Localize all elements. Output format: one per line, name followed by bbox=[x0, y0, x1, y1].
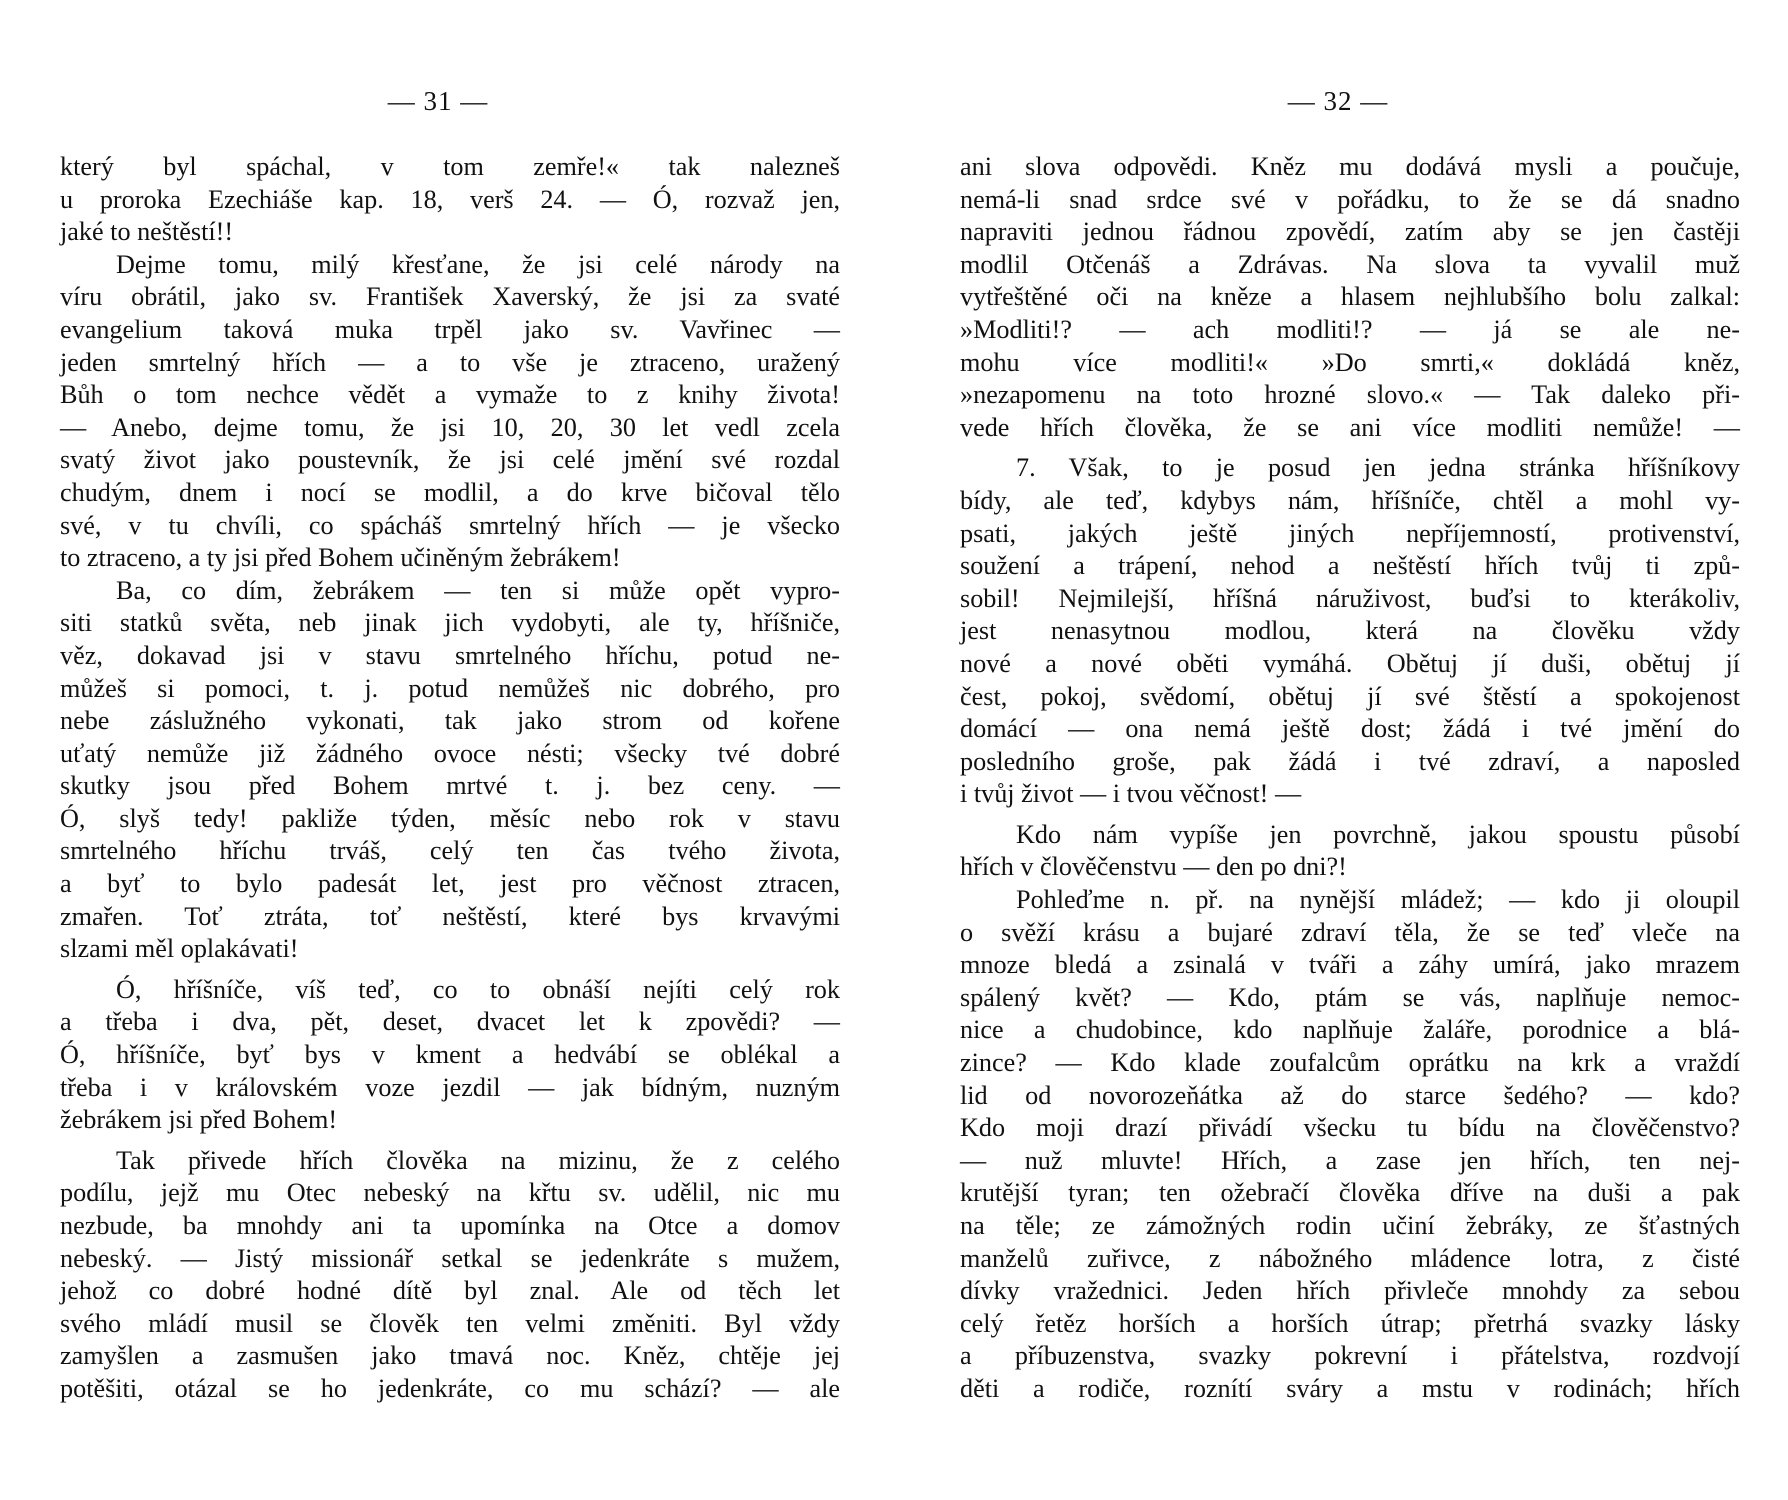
text-line: podílu, jejž mu Otec nebeský na křtu sv. udělil, nic mu bbox=[60, 1178, 840, 1208]
text-line: čest, pokoj, svědomí, obětuj jí své štěstí a spokojenost bbox=[960, 681, 1740, 711]
left-page-text bbox=[60, 151, 840, 1406]
text-line: nové a nové oběti vymáhá. Obětuj jí duši, obětuj jí bbox=[960, 648, 1740, 678]
text-line: to ztraceno, a ty jsi před Bohem učiněným žebrákem! bbox=[60, 543, 621, 573]
text-line: Tak přivede hřích člověka na mizinu, že z celého bbox=[116, 1145, 840, 1175]
text-line: dívky vražednici. Jeden hřích přivleče mnohdy za sebou bbox=[960, 1276, 1740, 1306]
text-line: vytřeštěné oči na kněze a hlasem nejhlubšího bolu zalkal: bbox=[960, 282, 1740, 312]
text-line: své, v tu chvíli, co spácháš smrtelný hřích — je všecko bbox=[60, 510, 840, 540]
text-line: Bůh o tom nechce vědět a vymaže to z knihy života! bbox=[60, 380, 840, 410]
text-line: — Anebo, dejme tomu, že jsi 10, 20, 30 let vedl zcela bbox=[60, 412, 840, 442]
text-line: uťatý nemůže již žádného ovoce nésti; všecky tvé dobré bbox=[60, 738, 840, 768]
text-line: lid od novorozeňátka až do starce šedého? — kdo? bbox=[960, 1080, 1740, 1110]
text-line: — nuž mluvte! Hřích, a zase jen hřích, ten nej- bbox=[960, 1145, 1740, 1175]
text-line: který byl spáchal, v tom zemře!« tak nalezneš bbox=[60, 152, 840, 181]
page-number-left: — 31 — bbox=[387, 86, 489, 116]
text-line: Ó, hříšníče, víš teď, co to obnáší nejíti celý rok bbox=[116, 974, 840, 1004]
text-line: Ó, hříšníče, byť bys v kment a hedvábí se oblékal a bbox=[60, 1040, 840, 1070]
text-line: mnoze bledá a zsinalá v tváři a záhy umírá, jako mrazem bbox=[960, 950, 1740, 980]
text-line: hřích v člověčenstvu — den po dni?! bbox=[960, 852, 1347, 882]
text-line: Ba, co dím, žebrákem — ten si může opět vypro- bbox=[116, 575, 840, 605]
text-line: chudým, dnem i nocí se modlil, a do krve bičoval tělo bbox=[60, 477, 840, 507]
text-line: posledního groše, pak žádá i tvé zdraví, a naposled bbox=[960, 746, 1740, 776]
text-line: krutější tyran; ten ožebračí člověka dříve na duši a pak bbox=[960, 1178, 1740, 1208]
text-line: i tvůj život — i tvou věčnost! — bbox=[960, 779, 1302, 809]
text-line: svatý život jako poustevník, že jsi celé jmění své rozdal bbox=[60, 445, 840, 475]
right-page bbox=[960, 0, 1740, 1500]
text-line: zmařen. Toť ztráta, toť neštěstí, které bys krvavými bbox=[60, 901, 840, 931]
text-line: svého mládí musil se člověk ten velmi změniti. Byl vždy bbox=[60, 1308, 840, 1338]
text-line: modlil Otčenáš a Zdrávas. Na slova ta vyvalil muž bbox=[960, 249, 1740, 279]
text-line: soužení a trápení, nehod a neštěstí hřích tvůj ti způ- bbox=[960, 551, 1740, 581]
text-line: smrtelného hříchu trváš, celý ten čas tvého života, bbox=[60, 836, 840, 866]
text-line: jehož co dobré hodné dítě byl znal. Ale od těch let bbox=[60, 1276, 840, 1306]
text-line: nebe záslužného vykonati, tak jako strom od kořene bbox=[60, 706, 840, 736]
text-line: třeba i v královském voze jezdil — jak bídným, nuzným bbox=[60, 1072, 840, 1102]
text-line: Pohleďme n. př. na nynější mládež; — kdo ji oloupil bbox=[1016, 885, 1740, 915]
text-line: na těle; ze zámožných rodin učiní žebráky, ze šťastných bbox=[960, 1211, 1740, 1240]
text-line: skutky jsou před Bohem mrtvé t. j. bez ceny. — bbox=[60, 771, 840, 801]
text-line: jaké to neštěstí!! bbox=[60, 217, 234, 247]
text-line: Kdo moji drazí přivádí všecku tu bídu na člověčenstvo? bbox=[960, 1113, 1740, 1143]
page-number-right: — 32 — bbox=[1287, 86, 1389, 116]
text-line: bídy, ale teď, kdybys nám, hříšníče, chtěl a mohl vy- bbox=[960, 485, 1740, 515]
left-page bbox=[60, 0, 840, 1500]
text-line: manželů zuřivce, z nábožného mládence lotra, z čisté bbox=[960, 1243, 1740, 1273]
text-line: a byť to bylo padesát let, jest pro věčnost ztracen, bbox=[60, 869, 840, 899]
text-line: nice a chudobince, kdo naplňuje žaláře, porodnice a blá- bbox=[960, 1015, 1740, 1045]
right-page-text bbox=[960, 151, 1740, 1406]
text-line: nebeský. — Jistý missionář setkal se jedenkráte s mužem, bbox=[60, 1243, 840, 1273]
text-line: u proroka Ezechiáše kap. 18, verš 24. — Ó, rozvaž jen, bbox=[60, 184, 840, 214]
text-line: zince? — Kdo klade zoufalcům oprátku na krk a vraždí bbox=[960, 1048, 1740, 1078]
text-line: nezbude, ba mnohdy ani ta upomínka na Otce a domov bbox=[60, 1211, 840, 1240]
text-line: mohu více modliti!« »Do smrti,« dokládá kněz, bbox=[960, 347, 1740, 377]
text-line: věz, dokavad jsi v stavu smrtelného hříchu, potud ne- bbox=[60, 640, 840, 670]
text-line: vede hřích člověka, že se ani více modliti nemůže! — bbox=[960, 412, 1740, 442]
text-line: o svěží krásu a bujaré zdraví těla, že se teď vleče na bbox=[960, 917, 1740, 947]
text-line: evangelium taková muka trpěl jako sv. Vavřinec — bbox=[60, 314, 840, 344]
text-line: 7. Však, to je posud jen jedna stránka hříšníkovy bbox=[1016, 453, 1740, 483]
text-line: »nezapomenu na toto hrozné slovo.« — Tak daleko při- bbox=[960, 380, 1740, 410]
text-line: žebrákem jsi před Bohem! bbox=[60, 1105, 338, 1135]
text-line: Dejme tomu, milý křesťane, že jsi celé národy na bbox=[116, 249, 840, 279]
text-line: děti a rodiče, roznítí sváry a mstu v rodinách; hřích bbox=[960, 1373, 1740, 1403]
text-line: a třeba i dva, pět, deset, dvacet let k zpovědi? — bbox=[60, 1007, 840, 1037]
text-line: můžeš si pomoci, t. j. potud nemůžeš nic dobrého, pro bbox=[60, 673, 840, 703]
text-line: jest nenasytnou modlou, která na člověku vždy bbox=[960, 616, 1740, 646]
text-line: napraviti jednou řádnou zpovědí, zatím aby se jen častěji bbox=[960, 217, 1740, 247]
text-line: víru obrátil, jako sv. František Xaverský, že jsi za svaté bbox=[60, 282, 840, 312]
text-line: celý řetěz horších a horších útrap; přetrhá svazky lásky bbox=[960, 1308, 1740, 1338]
text-line: jeden smrtelný hřích — a to vše je ztraceno, uražený bbox=[60, 347, 840, 377]
text-line: sobil! Nejmilejší, hříšná náruživost, buďsi to kterákoliv, bbox=[960, 583, 1740, 613]
text-line: Kdo nám vypíše jen povrchně, jakou spoustu působí bbox=[1016, 819, 1740, 849]
text-line: Ó, slyš tedy! pakliže týden, měsíc nebo rok v stavu bbox=[60, 803, 840, 833]
text-line: slzami měl oplakávati! bbox=[60, 934, 299, 964]
text-line: ani slova odpovědi. Kněz mu dodává mysli a poučuje, bbox=[960, 152, 1740, 181]
text-line: spálený květ? — Kdo, ptám se vás, naplňuje nemoc- bbox=[960, 982, 1740, 1012]
text-line: zamyšlen a zasmušen jako tmavá noc. Kněz, chtěje jej bbox=[60, 1341, 840, 1371]
text-line: siti statků světa, neb jinak jich vydobyti, ale ty, hříšniče, bbox=[60, 608, 840, 638]
text-line: nemá-li snad srdce své v pořádku, to že se dá snadno bbox=[960, 184, 1740, 214]
text-line: potěšiti, otázal se ho jedenkráte, co mu schází? — ale bbox=[60, 1373, 840, 1403]
text-line: psati, jakých ještě jiných nepříjemností, protivenství, bbox=[960, 518, 1740, 548]
text-line: domácí — ona nemá ještě dost; žádá i tvé jmění do bbox=[960, 714, 1740, 744]
text-line: »Modliti!? — ach modliti!? — já se ale ne- bbox=[960, 314, 1740, 344]
text-line: a příbuzenstva, svazky pokrevní i přátelstva, rozdvojí bbox=[960, 1341, 1740, 1371]
